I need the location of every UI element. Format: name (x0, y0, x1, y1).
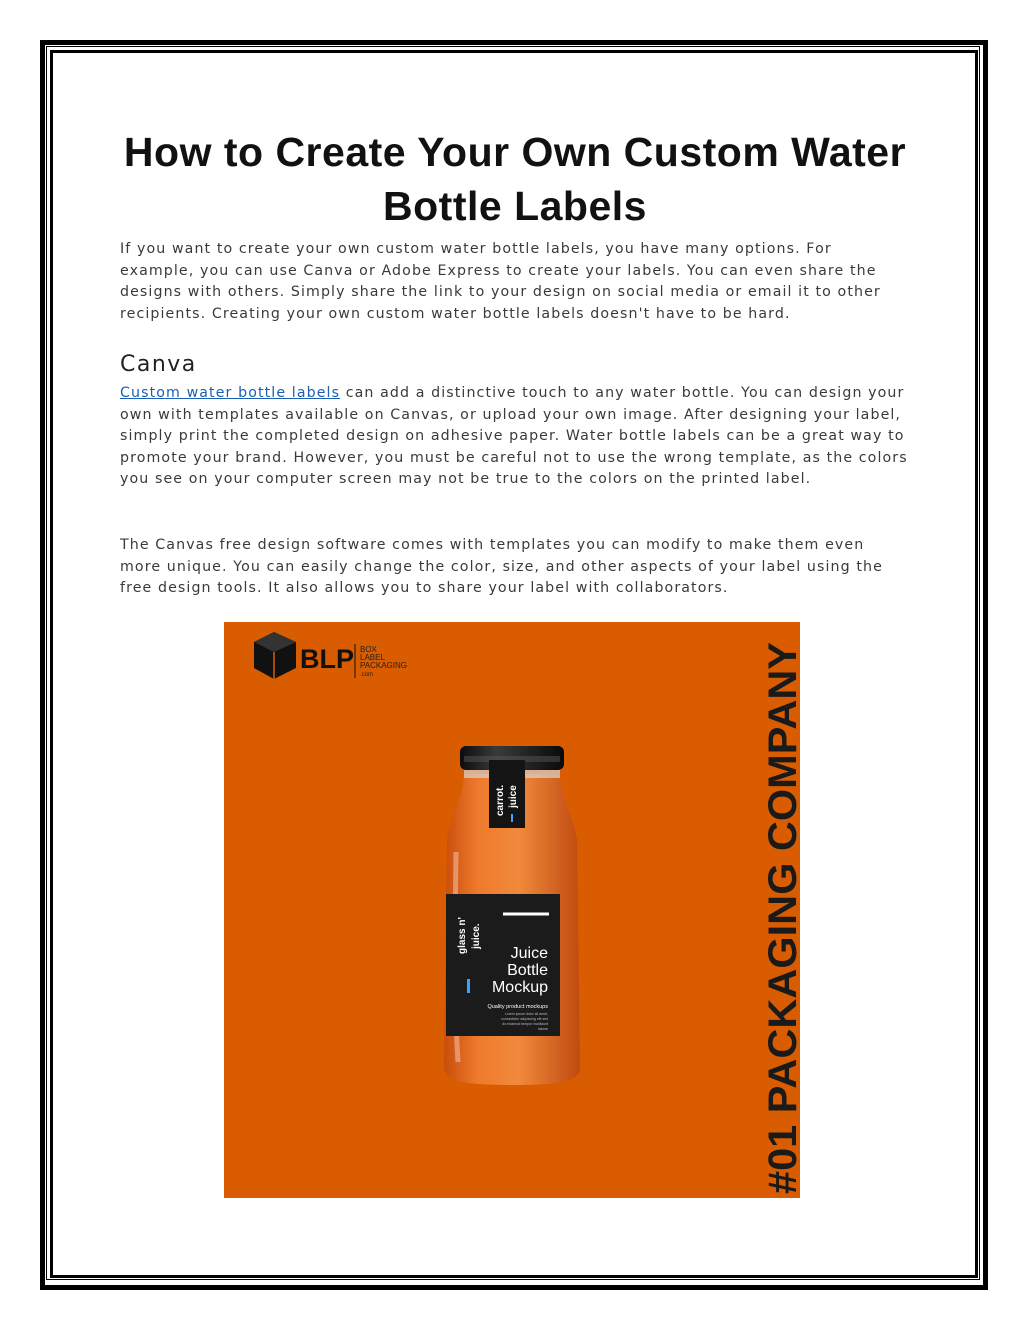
side-tagline: #01 PACKAGING COMPANY (761, 662, 805, 1194)
section-heading-canva: Canva (120, 352, 197, 377)
neck-label-accent (511, 814, 513, 822)
main-label-side-1: glass n' (457, 917, 468, 954)
canva-paragraph-1-text: can add a distinctive touch to any water bottle. You can design your own with templates available on Canvas, or upload your own image. After designing your label, simply print the completed design on adhesive paper. Water bottle labels can be a great way to promote your brand. However, you must be careful not to use the wrong template, as the colors you see on your computer screen may not be true to the colors on the printed label. (120, 385, 908, 488)
logo-line-2: LABEL (360, 653, 385, 662)
main-label-fine-1: Lorem ipsum dolor sit amet, (504, 1012, 548, 1016)
canva-paragraph-1 (120, 383, 910, 491)
custom-labels-link[interactable]: Custom water bottle labels (120, 385, 341, 401)
main-label-fine-2: consectetur adipiscing elit sed (501, 1017, 548, 1021)
canva-paragraph-2: The Canvas free design software comes with templates you can modify to make them even more unique. You can easily change the color, size, and other aspects of your label using the free design tools. It also allows you to share your label with collaborators. (120, 537, 883, 597)
bottle (444, 746, 580, 1085)
main-label-title-2: Bottle (507, 962, 548, 979)
logo-line-4: .com (360, 672, 374, 678)
intro-paragraph: If you want to create your own custom water bottle labels, you have many options. For example, you can use Canva or Adobe Express to create your labels. You can even share the designs with others. Simply share the link to your design on social media or email it to other recipients. Creating your own custom water bottle labels doesn't have to be hard. (120, 241, 881, 322)
page-title: How to Create Your Own Custom Water Bottle Labels (123, 129, 907, 229)
main-label-accent (467, 979, 470, 993)
main-label (446, 894, 560, 1036)
main-label-side-2: juice. (471, 923, 482, 949)
logo-mark-text: BLP (300, 644, 354, 674)
neck-label-line-2: juice (508, 785, 519, 808)
logo-line-1: BOX (360, 645, 377, 654)
juice-bottle-illustration (224, 622, 805, 1198)
logo-line-3: PACKAGING (360, 661, 407, 670)
main-label-fine-3: do eiusmod tempor incididunt (502, 1022, 548, 1026)
main-label-fine-4: labore (538, 1027, 548, 1031)
juice-bottle-image (224, 622, 805, 1198)
neck-label (489, 760, 525, 828)
main-label-title-3: Mockup (491, 979, 548, 996)
main-label-title-1: Juice (510, 945, 548, 962)
main-label-subtitle: Quality product mockups (487, 1004, 548, 1010)
neck-label-line-1: carrot. (495, 784, 506, 816)
